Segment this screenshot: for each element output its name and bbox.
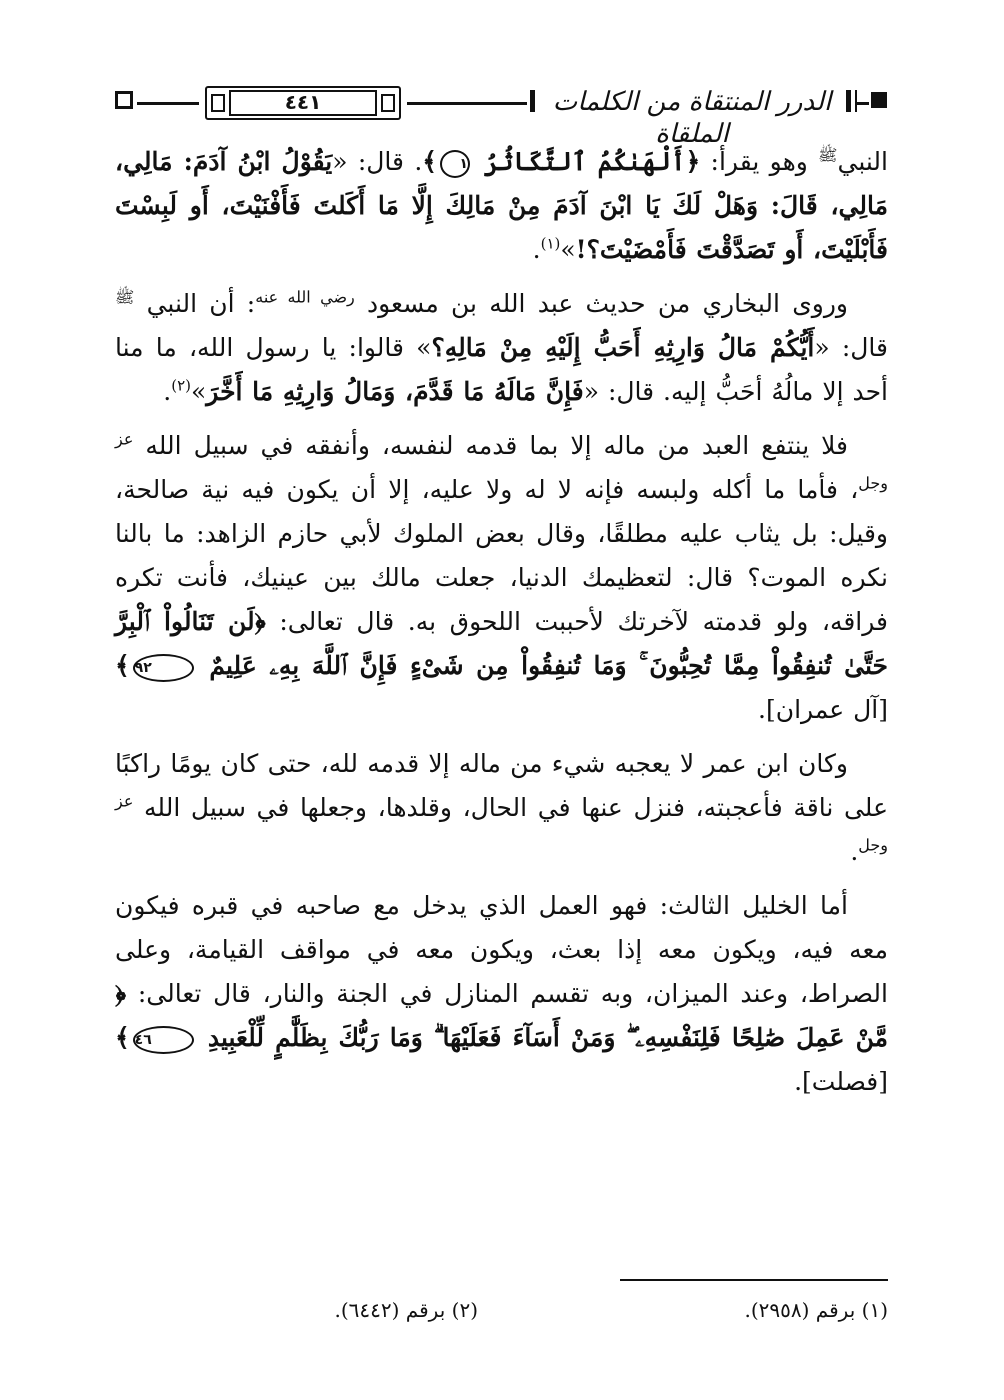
paragraph: فلا ينتفع العبد من ماله إلا بما قدمه لنفسه، وأنفقه في سبيل الله $^{عز وجل}$، فأما ما أكله ولبسه فإنه لا له ولا عليه، إلا أن يكون فيه نية صالحة، وقيل: بل يثاب عليه مطلقًا، وقال بعض الملوك لأبي حازم الزاهد: ما بالنا نكره الموت؟ قال: لتعظيمك الدنيا، جعلت مالك بين عينيك، فأنت تكره فراقه، ولو قدمته لآخرتك لأحببت اللحوق به. قال تعالى: ﴿لَن تَنَالُواْ ٱلْبِرَّ حَتَّىٰ تُنفِقُواْ مِمَّا تُحِبُّونَ ۚ وَمَا تُنفِقُواْ مِن شَىْءٍ فَإِنَّ ٱللَّهَ بِهِۦ عَلِيمٌ ٩٢﴾ [آل عمران].: [115, 429, 888, 724]
quran-verse: ﴿أَلْهَىٰكُمُ ٱلتَّكَاثُرُ ١﴾: [422, 147, 701, 176]
header-ornament-bar: [846, 90, 851, 112]
quran-verse: ﴿لَن تَنَالُواْ ٱلْبِرَّ حَتَّىٰ تُنفِقُواْ مِمَّا تُحِبُّونَ ۚ وَمَا تُنفِقُواْ مِن شَىْءٍ فَإِنَّ ٱللَّهَ بِهِۦ عَلِيمٌ ٩٢﴾: [115, 607, 888, 680]
page-body: [115, 140, 888, 1104]
hadith-text: فَإِنَّ مَالَهُ مَا قَدَّمَ، وَمَالُ وَارِثِهِ مَا أَخَّرَ: [206, 377, 584, 406]
honorific: ﷺ: [818, 145, 838, 165]
footnotes: [115, 1292, 888, 1332]
header-ornament-bar: [855, 90, 857, 112]
header-ornament-filled-square: [871, 92, 887, 108]
footnote-ref: (١): [540, 234, 561, 253]
footnote-2: (٢) برقم (٦٤٤٢).: [334, 1298, 478, 1322]
paragraph: وكان ابن عمر لا يعجبه شيء من ماله إلا قدمه لله، حتى كان يومًا راكبًا على ناقة فأعجبته، فنزل عنها في الحال، وقلدها، وجعلها في سبيل الله $^{عز وجل}$.: [115, 749, 888, 866]
page-number: ٤٤١: [284, 90, 322, 114]
running-title: الدرر المنتقاة من الكلمات الملقاة: [552, 87, 832, 149]
quran-verse: ﴿ مَّنْ عَمِلَ صَٰلِحًا فَلِنَفْسِهِۦ ۖ وَمَنْ أَسَآءَ فَعَلَيْهَا ۗ وَمَا رَبُّكَ بِظَلَّٰمٍ لِّلْعَبِيدِ ٤٦﴾: [115, 979, 888, 1052]
honorific: عز وجل: [115, 429, 888, 493]
paragraph: النبي$^ﷺ$ وهو يقرأ: ﴿أَلْهَىٰكُمُ ٱلتَّكَاثُرُ ١﴾. قال: «يَقُوْلُ ابْنُ آدَمَ: مَالِي، مَالِي، قَالَ: وَهَلْ لَكَ يَا ابْنَ آدَمَ مِنْ مَالِكَ إِلَّا مَا أَكَلتَ فَأَفْنَيْتَ، أَو لَبِسْتَ فَأَبْلَيْتَ، أَو تَصَدَّقْتَ فَأَمْضَيْتَ؟!»$^{(١)}$.: [115, 145, 888, 264]
honorific: رضي الله عنه: [255, 287, 355, 307]
honorific: ﷺ: [115, 287, 135, 307]
hadith-text: أَيُّكُمْ مَالُ وَارِثِهِ أَحَبُّ إِلَيْهِ مِنْ مَالِهِ؟: [431, 333, 815, 362]
footnote-separator: [620, 1279, 888, 1281]
paragraph: وروى البخاري من حديث عبد الله بن مسعود $^{رضي الله عنه}$: أن النبي $^ﷺ$ قال: «أَيُّكُمْ مَالُ وَارِثِهِ أَحَبُّ إِلَيْهِ مِنْ مَالِهِ؟» قالوا: يا رسول الله، ما منا أحد إلا مالُهُ أحَبُّ إليه. قال: «فَإِنَّ مَالَهُ مَا قَدَّمَ، وَمَالُ وَارِثِهِ مَا أَخَّرَ»$^{(٢)}$.: [115, 287, 888, 406]
paragraph: أما الخليل الثالث: فهو العمل الذي يدخل مع صاحبه في قبره فيكون معه فيه، ويكون معه إذا بعث، ويكون معه في مواقف القيامة، وعلى الصراط، وعند الميزان، وبه تقسم المنازل في الجنة والنار، قال تعالى: ﴿ مَّنْ عَمِلَ صَٰلِحًا فَلِنَفْسِهِۦ ۖ وَمَنْ أَسَآءَ فَعَلَيْهَا ۗ وَمَا رَبُّكَ بِظَلَّٰمٍ لِّلْعَبِيدِ ٤٦﴾ [فصلت].: [115, 891, 888, 1096]
header-rule: [407, 102, 527, 105]
header-ornament-bar: [530, 90, 535, 112]
ayah-number: ٤٦: [133, 1026, 194, 1054]
page-number-frame: [205, 86, 401, 120]
footnote-ref: (٢): [171, 376, 191, 395]
ayah-number: ١: [440, 150, 470, 178]
footnote-1: (١) برقم (٢٩٥٨).: [744, 1298, 888, 1322]
hadith-text: يَقُوْلُ ابْنُ آدَمَ: مَالِي، مَالِي، قَالَ: وَهَلْ لَكَ يَا ابْنَ آدَمَ مِنْ مَالِكَ إِلَّا مَا أَكَلتَ فَأَفْنَيْتَ، أَو لَبِسْتَ فَأَبْلَيْتَ، أَو تَصَدَّقْتَ فَأَمْضَيْتَ؟!: [115, 147, 888, 264]
header-rule: [137, 102, 199, 105]
page-header: [115, 86, 887, 149]
ayah-number: ٩٢: [133, 654, 194, 682]
header-ornament-open-square: [115, 91, 133, 109]
honorific: عز وجل: [115, 791, 888, 855]
header-rule: [857, 102, 869, 105]
